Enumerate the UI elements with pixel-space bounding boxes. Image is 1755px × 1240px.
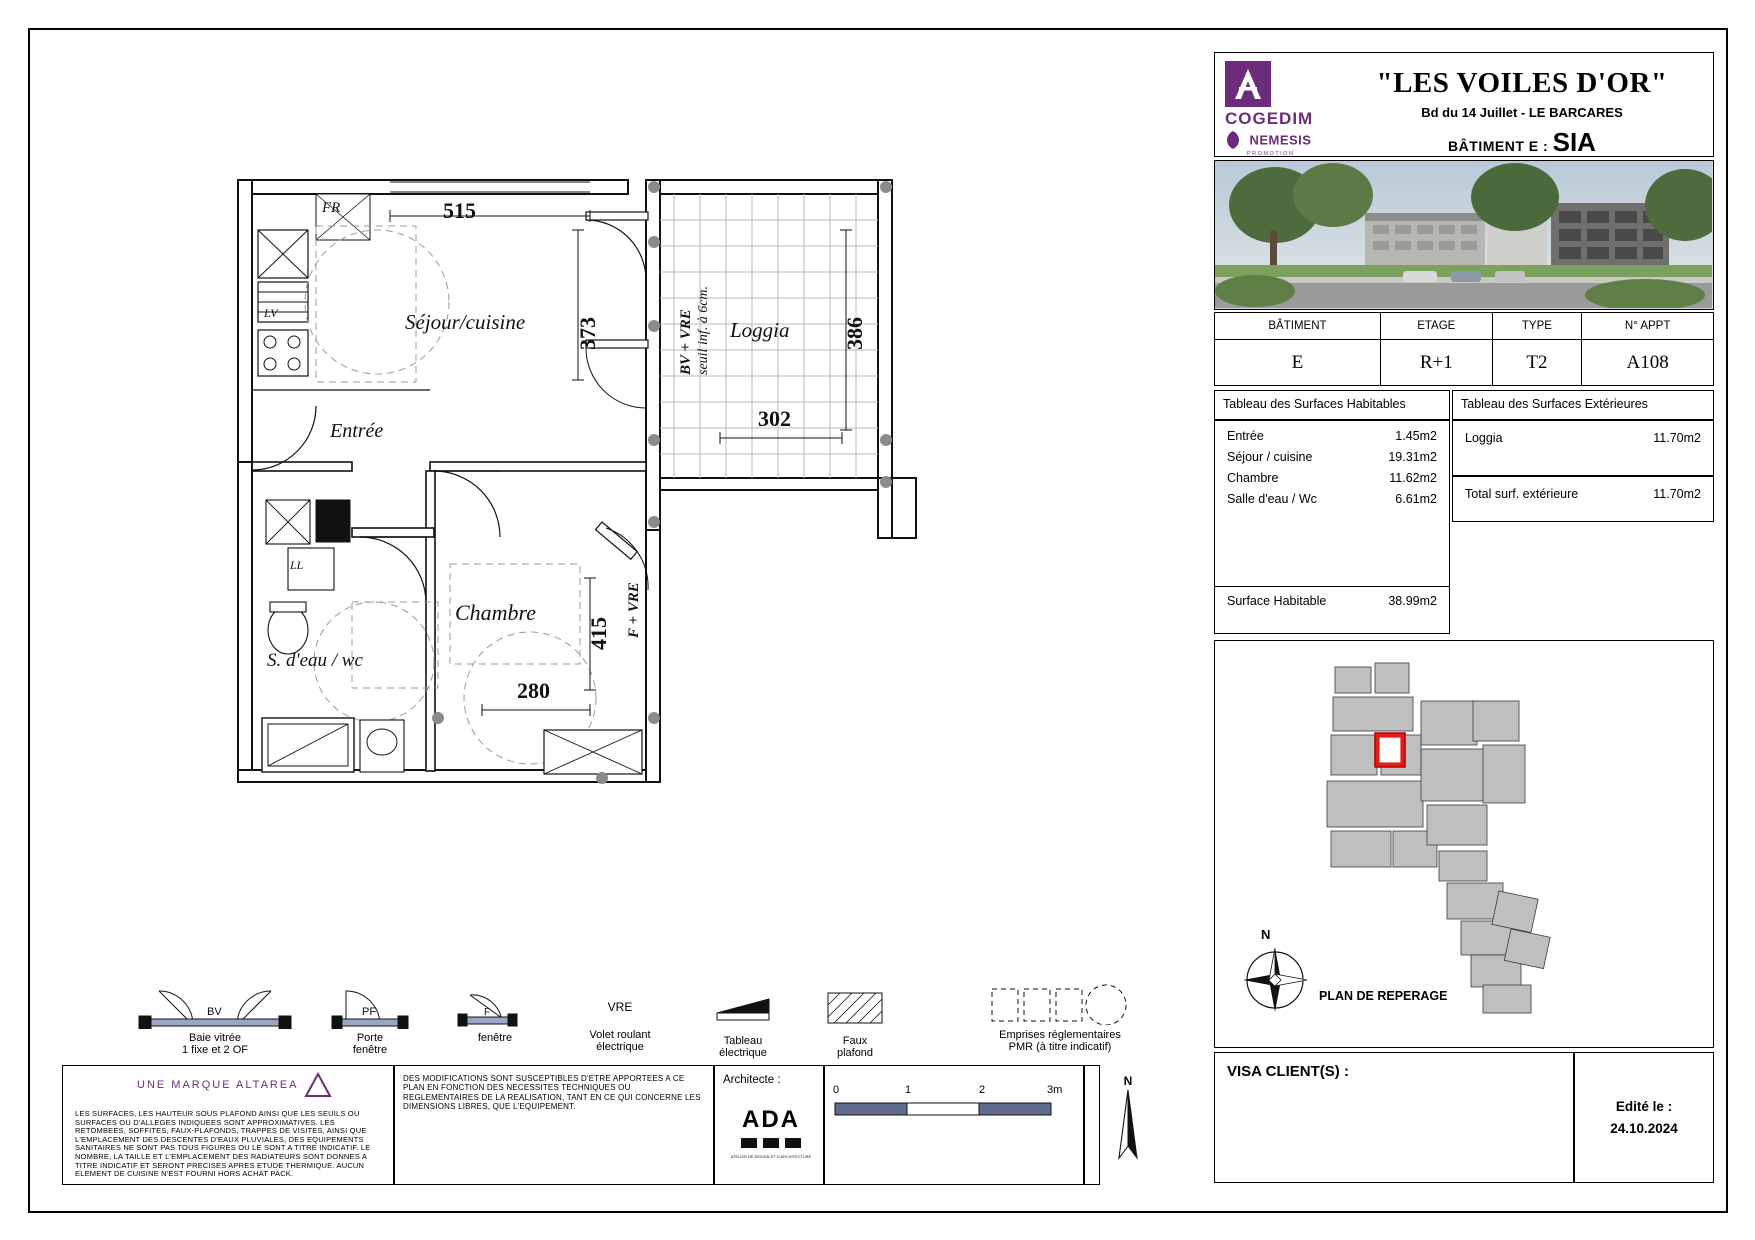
nemesis-logo: NEMESIS PROMOTION <box>1221 129 1331 157</box>
legend-line1: Porte <box>356 1032 384 1044</box>
legend-line1: Faux <box>842 1035 868 1047</box>
legend-item-porte-fenetre <box>300 985 440 1056</box>
legend-item-pmr <box>960 981 1160 1053</box>
floor-plan-area <box>30 30 1200 1215</box>
legend-tag-vre: VRE <box>607 1000 633 1014</box>
locator-compass: N <box>1235 927 1315 1023</box>
pmr-icon <box>990 983 1130 1025</box>
surface-row: Salle d'eau / Wc 6.61m2 <box>1227 492 1437 506</box>
room-label-salle-eau: S. d'eau / wc <box>267 650 363 671</box>
legend-line1: Baie vitrée <box>189 1032 241 1044</box>
annotation-seuil: seuil inf. à 6cm. <box>696 285 711 375</box>
project-render-image <box>1214 160 1714 310</box>
meta-header-type: TYPE <box>1492 313 1582 340</box>
dim-sejour-height: 373 <box>575 317 600 350</box>
visa-label: VISA CLIENT(S) : <box>1227 1063 1349 1080</box>
legend-line2: PMR (à titre indicatif) <box>1008 1041 1112 1053</box>
apartment-meta-table <box>1214 312 1714 386</box>
legend-line2: 1 fixe et 2 OF <box>181 1044 249 1056</box>
visa-client-box <box>1214 1052 1574 1183</box>
dim-loggia-width: 302 <box>758 406 791 431</box>
legal-left-text: LES SURFACES, LES HAUTEUR SOUS PLAFOND AINSI QUE LES SEUILS OU SURFACES OU D'ALLEGES INDIQUEES SONT APPROXIMATIVES. LES RETOMBEES, SOFFITES, FAUX-PLAFONDS, TRAPPES DE VISITES, AINSI QUE L'EMPLACEMENT DES DESCENTES D'EAUX PLUVIALES, DES EQUIPEMENTS SANITAIRES NE SONT PAS TOUS FIGURES OU LE SONT A TITRE INDICATIF. LE NOMBRE, LA TAILLE ET L'EMPLACEMENT DES RADIATEURS SONT DONNES A TITRE INDICATIF ET SERONT PRECISES APRES ETUDE THERMIQUE. AUCUN ELEMENT DE CUISINE N'EST FOURNI HORS ACHAT PACK. <box>75 1109 371 1179</box>
north-arrow-footer: N <box>1093 1074 1163 1171</box>
surface-ext-row: Loggia 11.70m2 <box>1465 431 1701 445</box>
north-arrow-icon <box>1111 1088 1145 1166</box>
legal-mid-text: DES MODIFICATIONS SONT SUSCEPTIBLES D'ETRE APPORTEES A CE PLAN EN FONCTION DES NECESSITES TECHNIQUES OU REGLEMENTAIRES DE LA REALISATION, TANT EN CE QUI CONCERNE LES DIMENSIONS LIBRES, QUE L'EQUIPEMENT. <box>403 1074 701 1112</box>
legend-line1: fenêtre <box>477 1032 513 1044</box>
legend-line2: électrique <box>596 1041 644 1053</box>
surfaces-habitables-title: Tableau des Surfaces Habitables <box>1223 397 1406 411</box>
legend-item-fenetre <box>435 991 555 1044</box>
surfaces-exterieures-title: Tableau des Surfaces Extérieures <box>1461 397 1648 411</box>
project-title: "LES VOILES D'OR" <box>1376 67 1668 99</box>
building-name: SIA <box>1552 127 1596 157</box>
meta-header-appt: N° APPT <box>1582 313 1714 340</box>
architecte-label: Architecte : <box>723 1074 781 1086</box>
altarea-logo: UNE MARQUE ALTAREA <box>85 1072 385 1098</box>
altarea-mark-icon <box>303 1072 333 1098</box>
surface-ext-total-row: Total surf. extérieure 11.70m2 <box>1465 487 1701 501</box>
svg-text:PF: PF <box>362 1006 377 1018</box>
surface-row: Entrée 1.45m2 <box>1227 429 1437 443</box>
legend-line1: Emprises réglementaires <box>999 1029 1121 1041</box>
nemesis-mark-icon <box>1221 129 1245 151</box>
annotation-fr: FR <box>322 200 341 216</box>
legend-item-tableau-electrique <box>678 985 808 1059</box>
building-line <box>1333 127 1711 158</box>
annotation-ll: LL <box>290 558 304 572</box>
annotation-f-vre: F + VRE <box>626 582 642 638</box>
surface-row: Chambre 11.62m2 <box>1227 471 1437 485</box>
svg-text:BV: BV <box>207 1006 222 1018</box>
plan-sheet <box>28 28 1728 1213</box>
meta-header-batiment: BÂTIMENT <box>1215 313 1381 340</box>
meta-value-type: T2 <box>1492 340 1582 386</box>
architecte-logo: ADA ATELIER DE DESIGN ET D'ARCHITECTURE <box>730 1106 812 1159</box>
architecte-mark-icon <box>739 1134 803 1150</box>
tableau-electrique-icon <box>713 991 773 1031</box>
locator-plan-box <box>1214 640 1714 1048</box>
title-block <box>1200 30 1730 1215</box>
meta-header-etage: ETAGE <box>1380 313 1492 340</box>
legend-item-vre <box>545 979 695 1053</box>
cogedim-logo <box>1225 61 1313 129</box>
dim-sejour-width: 515 <box>443 198 476 223</box>
legend-line2: électrique <box>719 1047 767 1059</box>
dim-chambre-height: 415 <box>586 617 611 650</box>
project-address: Bd du 14 Juillet - LE BARCARES <box>1421 105 1623 120</box>
scale-bar-graphic <box>833 1100 1073 1118</box>
project-header-box <box>1214 52 1714 157</box>
annotation-lv: LV <box>264 306 278 320</box>
meta-value-appt: A108 <box>1582 340 1714 386</box>
edition-date-box <box>1574 1052 1714 1183</box>
room-label-loggia: Loggia <box>730 318 790 342</box>
room-label-sejour: Séjour/cuisine <box>405 310 526 334</box>
surface-row: Séjour / cuisine 19.31m2 <box>1227 450 1437 464</box>
baie-vitree-icon <box>135 985 295 1029</box>
fenetre-icon <box>440 991 550 1029</box>
room-label-entree: Entrée <box>330 420 384 442</box>
annotation-bv-vre: BV + VRE <box>678 309 694 375</box>
faux-plafond-icon <box>824 989 886 1029</box>
edit-label: Edité le : <box>1615 1099 1673 1114</box>
cogedim-mark-icon <box>1225 61 1271 107</box>
legend-line1: Volet roulant <box>589 1029 651 1041</box>
compass-icon <box>1237 942 1313 1018</box>
meta-value-etage: R+1 <box>1380 340 1492 386</box>
porte-fenetre-icon <box>310 985 430 1029</box>
dim-loggia-height: 386 <box>842 317 867 350</box>
legend-item-faux-plafond <box>790 985 920 1059</box>
room-label-chambre: Chambre <box>455 600 537 625</box>
dim-chambre-width: 280 <box>517 678 550 703</box>
scale-bar: 0 1 2 3m <box>833 1084 1073 1123</box>
legend <box>90 985 1121 1059</box>
footer-notes-box <box>62 1065 1133 1185</box>
legend-line2: fenêtre <box>352 1044 388 1056</box>
legend-line1: Tableau <box>723 1035 763 1047</box>
legend-line2: plafond <box>836 1047 874 1059</box>
edit-date: 24.10.2024 <box>1610 1121 1678 1136</box>
surfaces-exterieures-box <box>1452 390 1714 522</box>
building-label: BÂTIMENT E : <box>1448 138 1549 154</box>
legend-item-baie-vitree <box>130 985 300 1056</box>
svg-text:F: F <box>484 1007 491 1018</box>
surface-total-row: Surface Habitable 38.99m2 <box>1227 594 1437 608</box>
meta-value-batiment: E <box>1215 340 1381 386</box>
surfaces-habitables-box <box>1214 390 1450 634</box>
locator-caption: PLAN DE REPERAGE <box>1319 989 1448 1003</box>
cogedim-wordmark: COGEDIM <box>1225 109 1314 128</box>
